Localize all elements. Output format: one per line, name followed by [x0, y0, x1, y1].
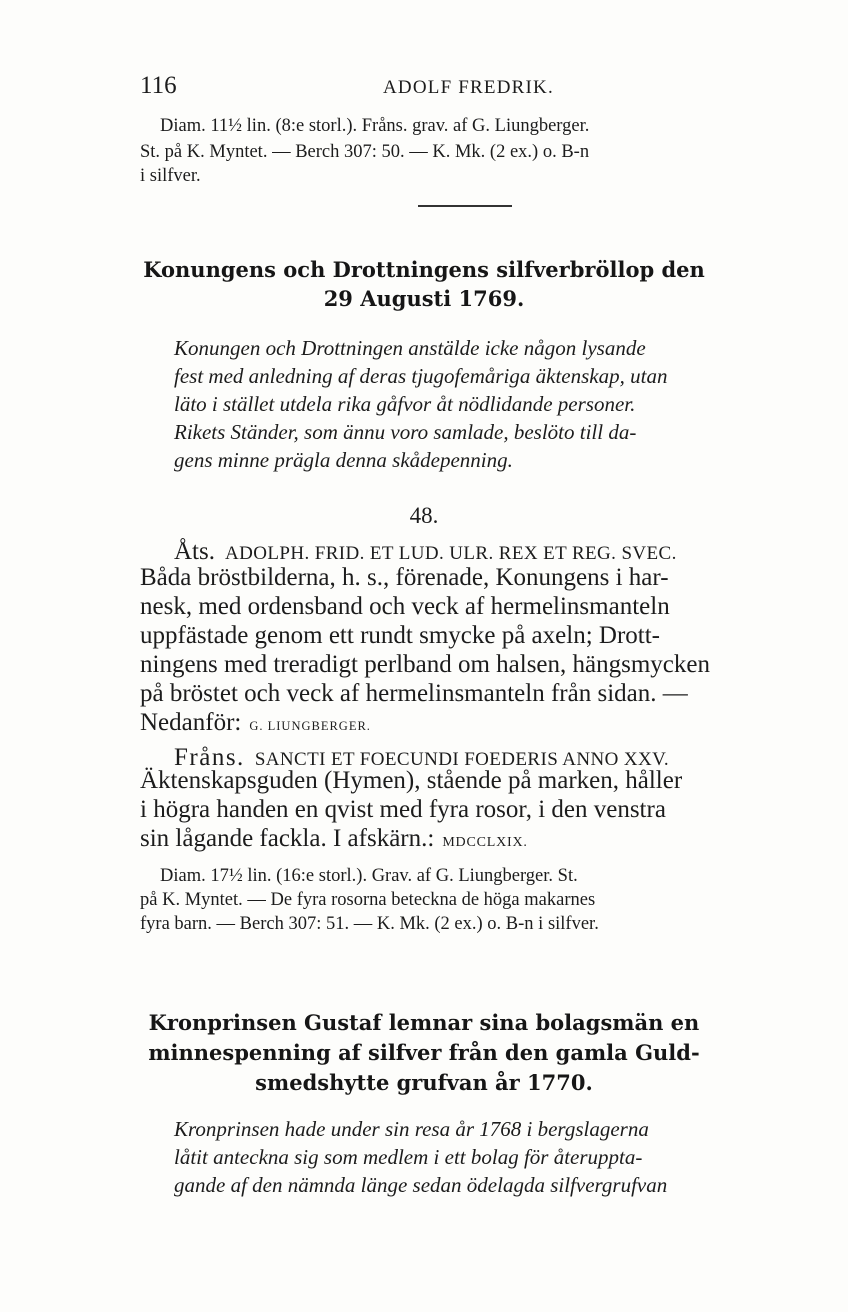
intro-line-1: Konungen och Drottningen anstälde icke någon lysande: [174, 336, 646, 360]
section-heading-line-1: Konungens och Drottningens silfverbröllop den: [143, 257, 705, 282]
top-note-line-3: i silfver.: [140, 166, 201, 186]
top-note-line-2: St. på K. Myntet. — Berch 307: 50. — K. Mk. (2 ex.) o. B-n: [140, 142, 590, 162]
obverse-line-2: nesk, med ordensband och veck af hermelinsmanteln: [140, 593, 670, 620]
intro-line-4: Rikets Ständer, som ännu voro samlade, beslöto till da-: [174, 420, 637, 444]
below-label: Nedanför:: [140, 709, 242, 736]
reverse-line-3: [140, 825, 528, 853]
obverse-line-4: ningens med treradigt perlband om halsen, hängsmycken: [140, 651, 710, 678]
intro-line-2: fest med anledning af deras tjugofemåriga äktenskap, utan: [174, 364, 668, 388]
section2-intro-line-1: Kronprinsen hade under sin resa år 1768 i bergslagerna: [174, 1117, 649, 1141]
medal-note-line-1: Diam. 17½ lin. (16:e storl.). Grav. af G. Liungberger. St.: [160, 866, 578, 886]
engraver-signature: G. LIUNGBERGER.: [249, 719, 371, 733]
intro-line-3: läto i stället utdela rika gåfvor åt nödlidande personer.: [174, 392, 636, 416]
reverse-legend: SANCTI ET FOECUNDI FOEDERIS ANNO XXV.: [254, 749, 669, 770]
section2-heading-line-1: Kronprinsen Gustaf lemnar sina bolagsmän en: [148, 1010, 700, 1035]
medal-note-line-3: fyra barn. — Berch 307: 51. — K. Mk. (2 ex.) o. B-n i silfver.: [140, 914, 599, 934]
top-note-line-1: Diam. 11½ lin. (8:e storl.). Fråns. grav. af G. Liungberger.: [160, 116, 590, 136]
section2-heading-line-3: smedshytte grufvan år 1770.: [255, 1070, 593, 1095]
running-title: ADOLF FREDRIK.: [383, 77, 554, 98]
obverse-heading: [174, 538, 677, 566]
reverse-line-3-text: sin lågande fackla. I afskärn.:: [140, 825, 435, 852]
medal-number: 48.: [409, 503, 439, 528]
obverse-legend: ADOLPH. FRID. ET LUD. ULR. REX ET REG. SVEC.: [224, 543, 677, 564]
exergue-date: MDCCLXIX.: [442, 835, 528, 850]
obverse-line-5: på bröstet och veck af hermelinsmanteln från sidan. —: [140, 680, 688, 707]
reverse-label: Fråns.: [174, 744, 245, 771]
obverse-line-1: Båda bröstbilderna, h. s., förenade, Konungens i har-: [140, 564, 669, 591]
reverse-line-2: i högra handen en qvist med fyra rosor, i den venstra: [140, 796, 666, 823]
intro-line-5: gens minne prägla denna skådepenning.: [174, 448, 513, 472]
section2-heading-line-2: minnespenning af silfver från den gamla Guld-: [148, 1040, 700, 1065]
obverse-below: [140, 709, 371, 737]
page-number: 116: [140, 72, 177, 99]
reverse-line-1: Äktenskapsguden (Hymen), stående på marken, håller: [140, 767, 683, 794]
section-divider: [418, 205, 512, 207]
obverse-label: Åts.: [174, 538, 215, 565]
section2-intro-line-3: gande af den nämnda länge sedan ödelagda silfvergrufvan: [174, 1173, 668, 1197]
section2-intro-line-2: låtit anteckna sig som medlem i ett bolag för återuppta-: [174, 1145, 643, 1169]
medal-note-line-2: på K. Myntet. — De fyra rosorna beteckna de höga makarnes: [140, 890, 596, 910]
section-heading-line-2: 29 Augusti 1769.: [323, 286, 525, 311]
obverse-line-3: uppfästade genom ett rundt smycke på axeln; Drott-: [140, 622, 660, 649]
